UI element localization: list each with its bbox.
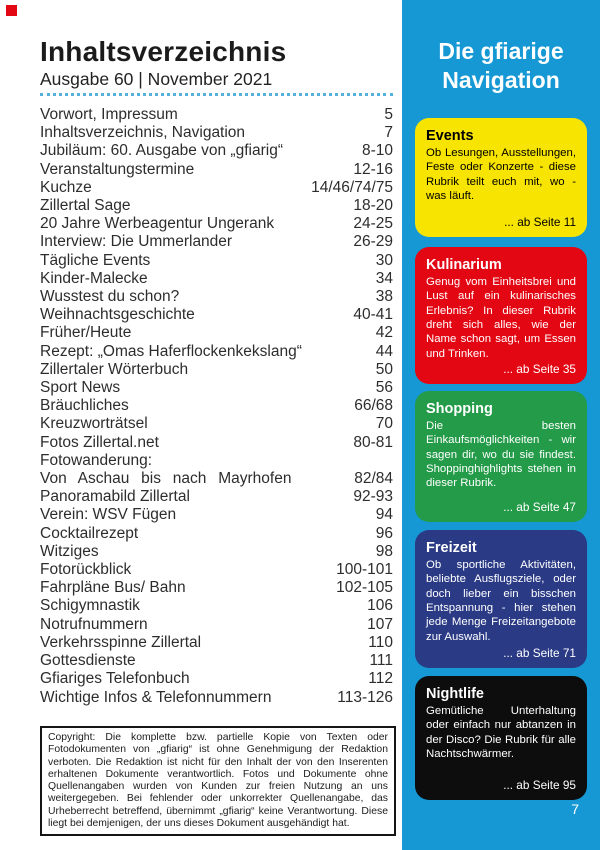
nav-box-title: Kulinarium [426, 257, 502, 273]
toc-row[interactable] [40, 379, 393, 397]
issue-subtitle: Ausgabe 60 | November 2021 [40, 69, 273, 89]
navigation-sidebar [402, 0, 600, 850]
toc-row[interactable] [40, 215, 393, 233]
toc-row[interactable] [40, 561, 393, 579]
copyright-text: Copyright: Die komplette bzw. partielle Kopie von Texten oder Fotodokumenten von „gfiarig“ ist ohne Genehmigung der Redaktion verboten. Die Redaktion ist nicht für den Inhalt der von den Inserenten erhaltenen Dokumente verantwortlich. Fotos und Dokumente ohne Quellenangaben wurden von Kunden zur freien Nutzung an uns weitergegeben. Bei fehlender oder unkorrekter Quellenangabe, das Urheberrecht betreffend, übernimmt „gfiarig“ keine Verantwortung. Diese liegt bei demjenigen, der uns dieses Dokument ausgehändigt hat. [48, 732, 388, 830]
toc-entry-page: 96 [375, 524, 393, 542]
page-title: Inhaltsverzeichnis [40, 36, 287, 67]
toc-entry-label: Von Aschau bis nach Mayrhofen [40, 470, 292, 488]
toc-entry-page: 42 [375, 324, 393, 342]
toc-entry-label: Verein: WSV Fügen [40, 506, 177, 524]
toc-entry-label: Verkehrsspinne Zillertal [40, 633, 202, 651]
sidebar-title-line2: Navigation [442, 67, 560, 93]
toc-row[interactable] [40, 142, 393, 160]
page-number: 7 [571, 801, 579, 817]
toc-row[interactable] [40, 124, 393, 142]
nav-box-page-ref: ... ab Seite 11 [504, 215, 576, 229]
toc-entry-label: Fotorückblick [40, 561, 132, 579]
toc-entry-label: Früher/Heute [40, 324, 132, 342]
toc-row[interactable] [40, 470, 393, 488]
toc-entry-label: Fahrpläne Bus/ Bahn [40, 579, 186, 597]
toc-entry-label: Bräuchliches [40, 397, 129, 415]
toc-row[interactable] [40, 525, 393, 543]
toc-row[interactable] [40, 397, 393, 415]
toc-entry-label: Panoramabild Zillertal [40, 488, 190, 506]
toc-entry-page: 12-16 [353, 160, 393, 178]
nav-box-shopping[interactable] [415, 391, 587, 522]
toc-row[interactable] [40, 434, 393, 452]
toc-row[interactable] [40, 579, 393, 597]
toc-entry-page: 111 [369, 652, 393, 670]
toc-row[interactable] [40, 233, 393, 251]
toc-entry-label: Weihnachtsgeschichte [40, 306, 195, 324]
toc-entry-page: 7 [384, 124, 393, 142]
nav-box-title: Freizeit [426, 540, 477, 556]
toc-entry-page: 112 [368, 670, 393, 688]
toc-row[interactable] [40, 634, 393, 652]
copyright-box [40, 726, 396, 836]
toc-row[interactable] [40, 179, 393, 197]
toc-row[interactable] [40, 252, 393, 270]
toc-entry-label: Wusstest du schon? [40, 288, 180, 306]
toc-entry-label: Kuchze [40, 178, 92, 196]
toc-entry-page: 92-93 [353, 488, 393, 506]
toc-entry-page: 24-25 [353, 215, 393, 233]
toc-entry-page [385, 452, 393, 470]
toc-entry-page: 102-105 [336, 579, 393, 597]
nav-box-freizeit[interactable] [415, 530, 587, 668]
nav-box-title: Shopping [426, 401, 493, 417]
nav-box-page-ref: ... ab Seite 71 [503, 646, 576, 660]
toc-entry-label: Jubiläum: 60. Ausgabe von „gfiarig“ [40, 142, 283, 160]
toc-entry-page: 26-29 [353, 233, 393, 251]
toc-row[interactable] [40, 197, 393, 215]
toc-row[interactable] [40, 488, 393, 506]
toc-entry-label: Rezept: „Omas Haferflockenkekslang“ [40, 342, 302, 360]
toc-entry-page: 80-81 [353, 433, 393, 451]
toc-row[interactable] [40, 324, 393, 342]
toc-entry-label: Tägliche Events [40, 251, 151, 269]
toc-row[interactable] [40, 506, 393, 524]
toc-row[interactable] [40, 689, 393, 707]
toc-entry-page: 100-101 [336, 561, 393, 579]
toc-entry-label: Gottesdienste [40, 652, 136, 670]
toc-row[interactable] [40, 361, 393, 379]
toc-entry-label: Notrufnummern [40, 615, 148, 633]
toc-entry-label: Kreuzworträtsel [40, 415, 148, 433]
toc-entry-label: Kinder-Malecke [40, 269, 148, 287]
toc-row[interactable] [40, 415, 393, 433]
nav-box-body: Gemütliche Unterhaltung oder einfach nur abtanzen in der Disco? Die Rubrik für alle Nachtschwärmer. [426, 705, 576, 761]
nav-box-body: Genug vom Einheitsbrei und Lust auf ein kulinarisches Erlebnis? In dieser Rubrik dreht sich alles, wie der Name schon sagt, um Essen und Trinken. [426, 276, 576, 360]
toc-entry-label: Inhaltsverzeichnis, Navigation [40, 124, 246, 142]
toc-row[interactable] [40, 106, 393, 124]
toc-row[interactable] [40, 616, 393, 634]
toc-entry-label: Vorwort, Impressum [40, 106, 178, 123]
toc-entry-page: 44 [375, 342, 393, 360]
toc-entry-page: 107 [367, 615, 393, 633]
corner-mark [6, 5, 17, 16]
toc-entry-label: Zillertal Sage [40, 197, 131, 215]
toc-entry-page: 8-10 [361, 142, 393, 160]
toc-entry-label: Sport News [40, 379, 121, 397]
nav-box-body: Ob Lesungen, Ausstellungen, Feste oder Konzerte - diese Rubrik teilt euch mit, wo - was läuft. [426, 147, 576, 203]
toc-entry-page: 38 [375, 288, 393, 306]
toc-entry-page: 18-20 [353, 197, 393, 215]
toc-entry-page: 40-41 [353, 306, 393, 324]
toc-entry-page: 5 [384, 106, 393, 123]
toc-entry-label: Cocktailrezept [40, 524, 139, 542]
nav-box-page-ref: ... ab Seite 95 [503, 778, 576, 792]
nav-box-page-ref: ... ab Seite 35 [503, 362, 576, 376]
toc-entry-label: Interview: Die Ummerlander [40, 233, 233, 251]
nav-box-body: Ob sportliche Aktivitäten, beliebte Ausflugsziele, oder doch lieber ein bisschen Entspannung - hier stehen jede Menge Freizeitangebote zur Auswahl. [426, 559, 576, 643]
toc-entry-page: 30 [375, 251, 393, 269]
toc-entry-page: 94 [375, 506, 393, 524]
nav-box-body: Die besten Einkaufsmöglichkeiten - wir sagen dir, wo du sie findest. Shoppinghighlights stehen in dieser Rubrik. [426, 420, 576, 490]
toc-entry-label: Fotowanderung: [40, 451, 153, 469]
nav-box-title: Nightlife [426, 686, 484, 702]
toc-row[interactable] [40, 343, 393, 361]
toc-row[interactable] [40, 670, 393, 688]
nav-box-kulinarium[interactable] [415, 247, 587, 384]
toc-entry-page: 110 [368, 633, 393, 651]
nav-box-nightlife[interactable] [415, 676, 587, 800]
toc-entry-page: 106 [367, 597, 393, 615]
toc-row[interactable] [40, 543, 393, 561]
toc-row[interactable] [40, 270, 393, 288]
toc-entry-page: 56 [375, 379, 393, 397]
toc-row[interactable] [40, 652, 393, 670]
nav-box-title: Events [426, 128, 474, 144]
toc-entry-label: Zillertaler Wörterbuch [40, 360, 189, 378]
nav-box-page-ref: ... ab Seite 47 [503, 500, 576, 514]
toc-entry-label: Wichtige Infos & Telefonnummern [40, 688, 272, 706]
toc-entry-page: 50 [375, 360, 393, 378]
toc-entry-page: 34 [375, 269, 393, 287]
toc-entry-label: Schigymnastik [40, 597, 140, 615]
toc-entry-page: 66/68 [354, 397, 393, 415]
toc-entry-page: 70 [375, 415, 393, 433]
toc-row[interactable] [40, 288, 393, 306]
toc-entry-page: 82/84 [354, 470, 393, 488]
toc-entry-page: 14/46/74/75 [311, 178, 393, 196]
toc-row[interactable] [40, 452, 393, 470]
toc-entry-label: 20 Jahre Werbeagentur Ungerank [40, 215, 275, 233]
toc-entry-label: Witziges [40, 542, 99, 560]
toc-entry-label: Gfiariges Telefonbuch [40, 670, 190, 688]
nav-box-events[interactable] [415, 118, 587, 237]
toc-entry-label: Veranstaltungstermine [40, 160, 195, 178]
toc-row[interactable] [40, 306, 393, 324]
toc-entry-label: Fotos Zillertal.net [40, 433, 159, 451]
toc-row[interactable] [40, 597, 393, 615]
sidebar-title [402, 37, 600, 95]
toc-row[interactable] [40, 161, 393, 179]
toc-entry-page: 113-126 [337, 688, 393, 706]
toc-list [40, 106, 393, 707]
sidebar-title-line1: Die gfiarige [438, 38, 564, 64]
dotted-divider [40, 93, 393, 96]
toc-entry-page: 98 [375, 542, 393, 560]
